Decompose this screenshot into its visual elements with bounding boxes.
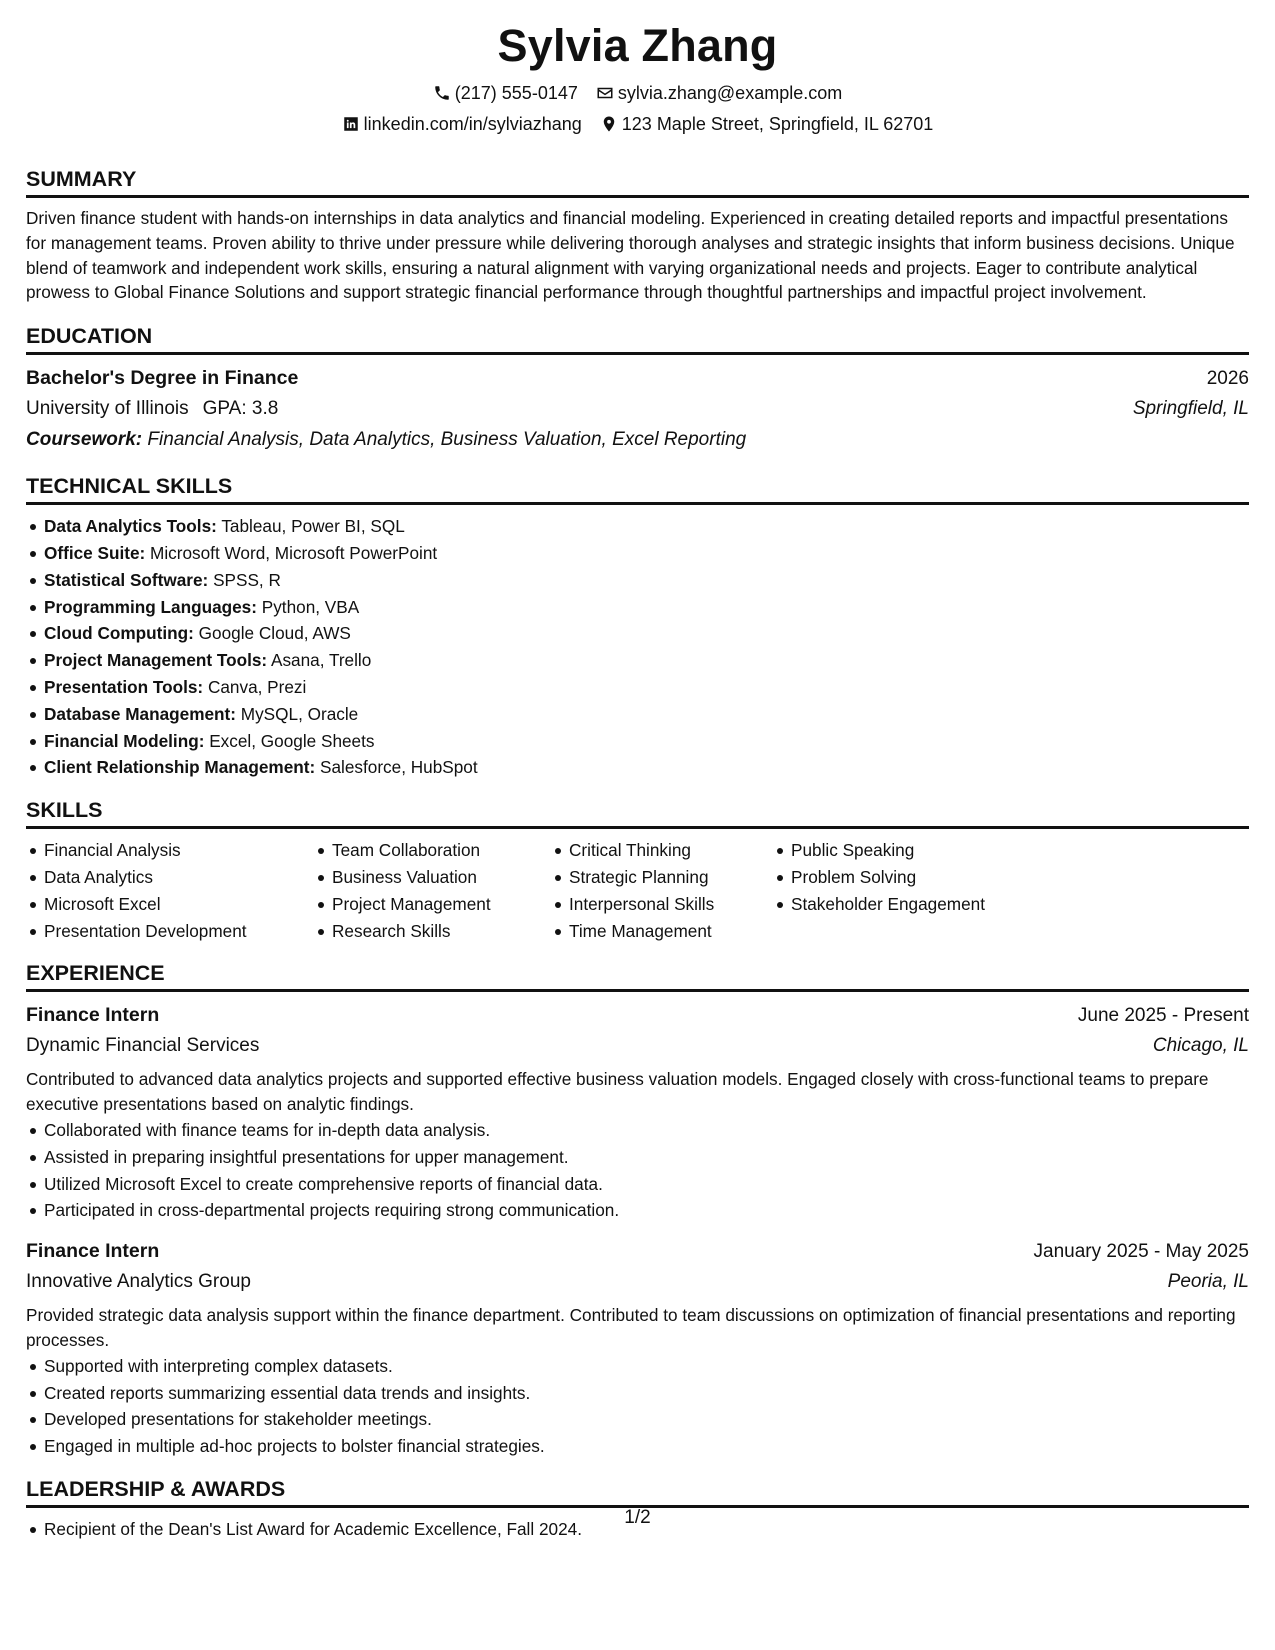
job-description: Provided strategic data analysis support within the finance department. Contributed to team discussions on optimization of financial presentations and reporting processes. [26,1305,1236,1350]
email-text[interactable]: sylvia.zhang@example.com [617,83,843,103]
skill-label: Client Relationship Management: [44,757,316,778]
education-row-2 [26,394,1249,424]
summary-section [26,165,1249,305]
list-item [44,647,1249,674]
list-item: Business Valuation [332,864,551,891]
list-item: Research Skills [332,918,551,945]
skill-value: Canva, Prezi [207,676,307,697]
skill-value: SPSS, R [213,569,281,590]
job-header-row [26,1236,1249,1267]
experience-section [26,959,1249,1460]
skill-value: Excel, Google Sheets [209,730,375,751]
job-company: Innovative Analytics Group [26,1271,251,1293]
list-item [44,728,1249,755]
list-item: Engaged in multiple ad-hoc projects to bolster financial strategies. [44,1433,1249,1460]
list-item [44,513,1249,540]
experience-entry [26,1000,1249,1224]
skill-label: Programming Languages: [44,596,257,617]
skill-value: MySQL, Oracle [240,703,359,724]
job-bullets [26,1353,1249,1460]
school-line [26,394,278,424]
skills-column [773,837,1091,944]
list-item: Created reports summarizing essential data trends and insights. [44,1380,1249,1407]
job-role: Finance Intern [26,1240,160,1263]
candidate-name: Sylvia Zhang [497,20,778,71]
list-item: Public Speaking [791,837,1091,864]
list-item: Utilized Microsoft Excel to create comprehensive reports of financial data. [44,1171,1249,1198]
list-item: Assisted in preparing insightful presentations for upper management. [44,1144,1249,1171]
resume-page [26,18,1249,1543]
address-contact [600,113,934,135]
skill-value: Google Cloud, AWS [198,623,351,644]
job-company: Dynamic Financial Services [26,1035,260,1057]
job-dates: January 2025 - May 2025 [1033,1241,1249,1263]
envelope-icon [596,84,614,102]
skill-label: Cloud Computing: [44,623,194,644]
section-title: SKILLS [26,796,1249,829]
list-item: Critical Thinking [569,837,773,864]
skills-section [26,796,1249,944]
list-item [44,567,1249,594]
skills-grid [26,837,1249,944]
list-item: Stakeholder Engagement [791,891,1091,918]
job-dates: June 2025 - Present [1077,1005,1249,1027]
technical-skills-list [26,513,1249,781]
education-row-1 [26,363,1249,394]
list-item: Time Management [569,918,773,945]
list-item: Collaborated with finance teams for in-depth data analysis. [44,1117,1249,1144]
list-item: Developed presentations for stakeholder meetings. [44,1406,1249,1433]
linkedin-icon [342,115,360,133]
section-title: EXPERIENCE [26,959,1249,992]
job-location: Peoria, IL [1167,1271,1249,1293]
gpa: GPA: 3.8 [202,398,279,420]
experience-entry [26,1236,1249,1460]
list-item: Team Collaboration [332,837,551,864]
page-number: 1/2 [624,1507,651,1528]
coursework [26,424,1249,455]
list-item: Microsoft Excel [44,891,314,918]
skill-label: Statistical Software: [44,569,209,590]
list-item [44,620,1249,647]
job-company-row [26,1031,1249,1061]
coursework-label: Coursework: [26,429,143,451]
phone-icon [433,84,451,102]
address-text: 123 Maple Street, Springfield, IL 62701 [621,114,934,134]
coursework-list: Financial Analysis, Data Analytics, Business Valuation, Excel Reporting [147,429,747,451]
list-item: Recipient of the Dean's List Award for Academic Excellence, Fall 2024. [44,1516,1249,1543]
skill-label: Financial Modeling: [44,730,205,751]
list-item: Supported with interpreting complex datasets. [44,1353,1249,1380]
list-item [44,754,1249,781]
list-item [44,701,1249,728]
school-location: Springfield, IL [1132,398,1249,420]
skill-label: Presentation Tools: [44,676,204,697]
skill-value: Python, VBA [261,596,360,617]
section-title: LEADERSHIP & AWARDS [26,1475,1249,1508]
skill-value: Microsoft Word, Microsoft PowerPoint [150,542,438,563]
email-contact[interactable] [596,82,842,104]
resume-header [26,18,1249,135]
section-title: TECHNICAL SKILLS [26,472,1249,505]
list-item [44,674,1249,701]
map-pin-icon [600,115,618,133]
skill-label: Office Suite: [44,542,146,563]
contact-row-1 [26,82,1249,104]
list-item: Participated in cross-departmental projects requiring strong communication. [44,1197,1249,1224]
degree: Bachelor's Degree in Finance [26,367,299,390]
skills-column [551,837,773,944]
list-item: Strategic Planning [569,864,773,891]
list-item [44,540,1249,567]
skills-column [314,837,551,944]
skills-column [26,837,314,944]
job-company-row [26,1267,1249,1297]
section-title: EDUCATION [26,322,1249,355]
education-section [26,322,1249,455]
section-title: SUMMARY [26,165,1249,198]
job-role: Finance Intern [26,1004,160,1027]
job-description: Contributed to advanced data analytics projects and supported effective business valuation models. Engaged closely with cross-functional teams to prepare executive presentations based on analytic findings. [26,1069,1209,1115]
technical-skills-section [26,472,1249,781]
phone-contact [433,82,578,104]
phone-text: (217) 555-0147 [454,83,578,103]
list-item: Interpersonal Skills [569,891,773,918]
skill-value: Salesforce, HubSpot [320,757,478,778]
list-item: Presentation Development [44,918,314,945]
contact-row-2 [26,113,1249,135]
list-item: Project Management [332,891,551,918]
job-location: Chicago, IL [1152,1035,1249,1057]
skill-value: Tableau, Power BI, SQL [221,516,405,537]
school-name: University of Illinois [26,398,189,420]
job-bullets [26,1117,1249,1224]
skill-label: Project Management Tools: [44,650,268,671]
linkedin-contact[interactable] [342,113,582,135]
list-item: Data Analytics [44,864,314,891]
skill-value: Asana, Trello [270,650,372,671]
skill-label: Database Management: [44,703,236,724]
list-item: Financial Analysis [44,837,314,864]
graduation-year: 2026 [1206,368,1249,390]
list-item: Problem Solving [791,864,1091,891]
job-header-row [26,1000,1249,1031]
summary-text: Driven finance student with hands-on internships in data analytics and financial modeling. Experienced in creating detailed reports and impactful presentations for management teams. Proven ability to thrive under pressure while delivering thorough analyses and strategic insights that inform business decisions. Unique blend of teamwork and independent work skills, ensuring a natural alignment with varying organizational needs and projects. Eager to contribute analytical prowess to Global Finance Solutions and support strategic financial performance through thoughtful partnerships and impactful project involvement. [26,208,1235,303]
skill-label: Data Analytics Tools: [44,516,217,537]
linkedin-text[interactable]: linkedin.com/in/sylviazhang [363,114,582,134]
list-item [44,594,1249,621]
